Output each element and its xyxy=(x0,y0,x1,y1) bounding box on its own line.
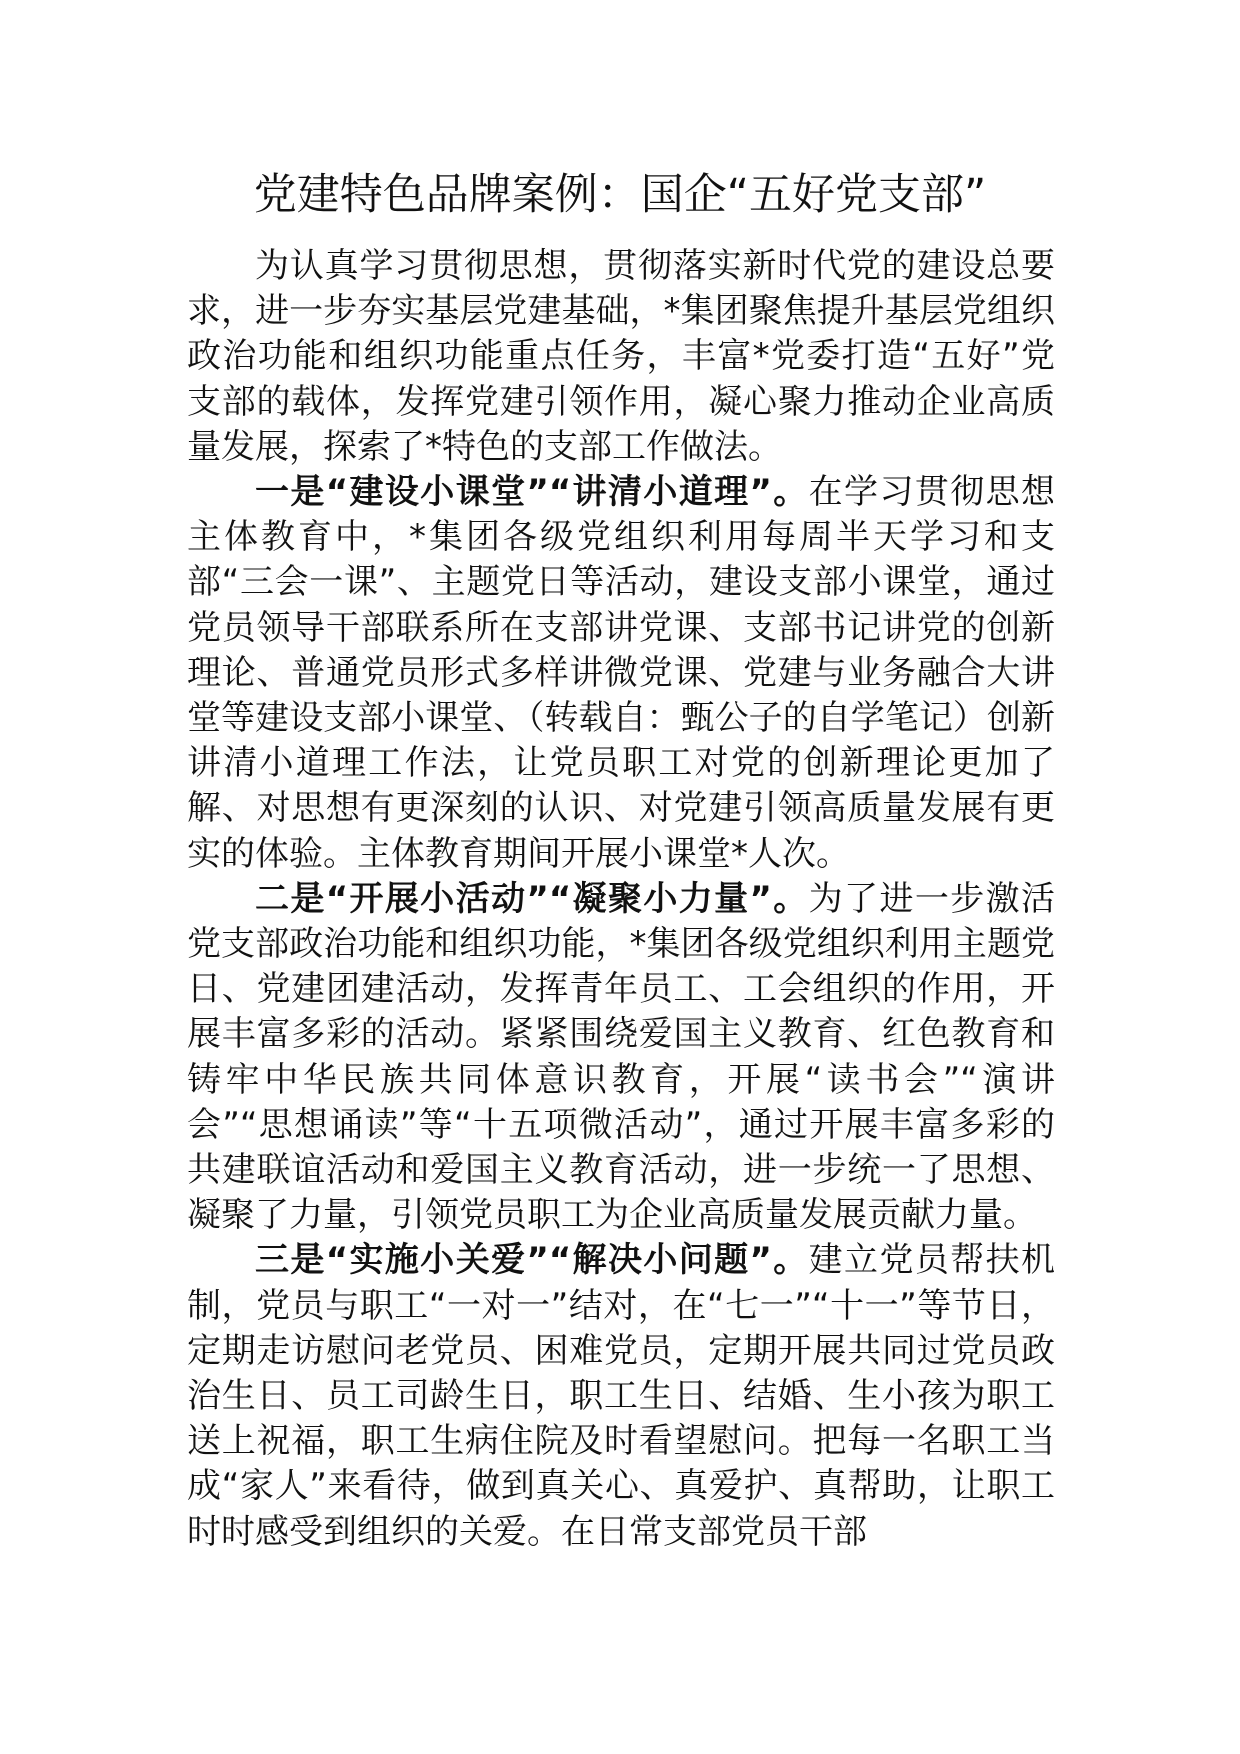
document-body xyxy=(187,244,1055,1555)
paragraph-point-3 xyxy=(187,1238,1055,1554)
paragraph-intro xyxy=(187,244,1055,470)
paragraph-text: 为了进一步激活党支部政治功能和组织功能，*集团各级党组织利用主题党日、党建团建活动，发挥青年员工、工会组织的作用，开展丰富多彩的活动。紧紧围绕爱国主义教育、红色教育和铸牢中华民族共同体意识教育，开展“读书会”“演讲会”“思想诵读”等“十五项微活动”，通过开展丰富多彩的共建联谊活动和爱国主义教育活动，进一步统一了思想、凝聚了力量，引领党员职工为企业高质量发展贡献力量。 xyxy=(187,878,1056,1236)
paragraph-lead: 一是“建设小课堂”“讲清小道理”。 xyxy=(255,472,809,513)
paragraph-text: 为认真学习贯彻思想，贯彻落实新时代党的建设总要求，进一步夯实基层党建基础，*集团聚焦提升基层党组织政治功能和组织功能重点任务，丰富*党委打造“五好”党支部的载体，发挥党建引领作用，凝心聚力推动企业高质量发展，探索了*特色的支部工作做法。 xyxy=(187,246,1055,467)
paragraph-lead: 二是“开展小活动”“凝聚小力量”。 xyxy=(255,878,809,919)
document-title: 党建特色品牌案例：国企“五好党支部” xyxy=(253,170,987,220)
paragraph-text: 在学习贯彻思想主体教育中，*集团各级党组织利用每周半天学习和支部“三会一课”、主题党日等活动，建设支部小课堂，通过党员领导干部联系所在支部讲党课、支部书记讲党的创新理论、普通党员形式多样讲微党课、党建与业务融合大讲堂等建设支部小课堂、（转载自：甄公子的自学笔记）创新讲清小道理工作法，让党员职工对党的创新理论更加了解、对思想有更深刻的认识、对党建引领高质量发展有更实的体验。主体教育期间开展小课堂*人次。 xyxy=(187,472,1056,874)
paragraph-lead: 三是“实施小关爱”“解决小问题”。 xyxy=(255,1240,809,1281)
paragraph-text: 建立党员帮扶机制，党员与职工“一对一”结对，在“七一”“十一”等节日，定期走访慰问老党员、困难党员，定期开展共同过党员政治生日、员工司龄生日，职工生日、结婚、生小孩为职工送上祝福，职工生病住院及时看望慰问。把每一名职工当成“家人”来看待，做到真关心、真爱护、真帮助，让职工时时感受到组织的关爱。在日常支部党员干部 xyxy=(187,1240,1056,1552)
paragraph-point-1 xyxy=(187,470,1055,877)
paragraph-point-2 xyxy=(187,877,1055,1239)
